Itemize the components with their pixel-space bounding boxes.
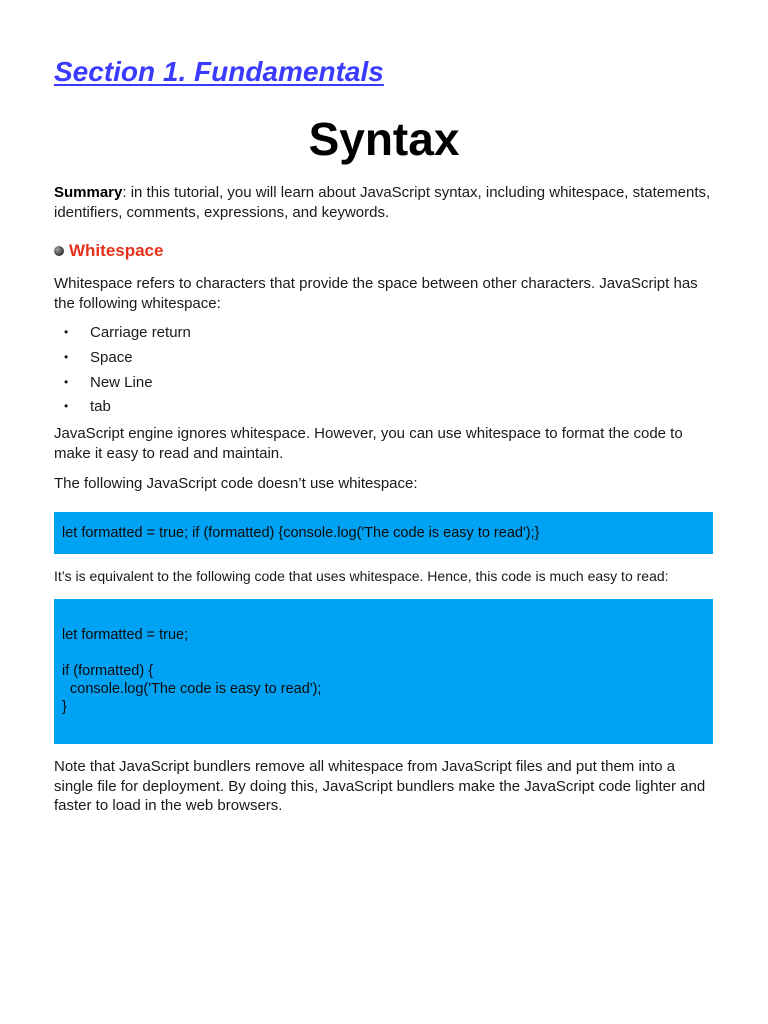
list-item [54,323,191,348]
list-bullet: • [64,374,69,389]
engine-note: JavaScript engine ignores whitespace. However, you can use whitespace to format the code to make it easy to read and maintain. [54,425,683,462]
list-item-text: tab [90,398,111,416]
list-bullet: • [64,399,69,414]
list-item-text: New Line [90,373,153,391]
code-line [62,644,713,662]
list-item-text: Carriage return [90,324,191,341]
code-line: if (formatted) { [62,663,154,679]
list-bullet: • [64,325,69,339]
summary-label: Summary [54,184,123,201]
code-line: } [62,699,67,715]
list-item [54,373,191,398]
code-line: console.log('The code is easy to read'); [62,681,322,697]
equivalent-intro: It’s is equivalent to the following code that uses whitespace. Hence, this code is much easy to read: [54,568,669,584]
list-item [54,397,191,422]
section-link[interactable]: Section 1. Fundamentals [54,56,384,87]
whitespace-intro: Whitespace refers to characters that provide the space between other characters. JavaScript has the following whitespace: [54,275,698,312]
bullet-dot-icon [54,246,64,256]
summary-paragraph [54,183,714,222]
summary-text: : in this tutorial, you will learn about JavaScript syntax, including whitespace, statements, identifiers, comments, expressions, and keywords. [54,184,711,221]
bundler-note: Note that JavaScript bundlers remove all whitespace from JavaScript files and put them into a single file for deployment. By doing this, JavaScript bundlers make the JavaScript code lighter and faster to load in the web browsers. [54,758,706,814]
code-line: let formatted = true; [62,627,189,643]
list-bullet: • [64,349,69,364]
code-block-compact [54,512,713,554]
code-block-formatted [54,599,713,744]
whitespace-heading [54,241,163,261]
code-line: let formatted = true; if (formatted) {console.log('The code is easy to read');} [62,525,540,541]
list-item-text: Space [90,348,133,366]
whitespace-list [54,323,191,422]
whitespace-heading-text: Whitespace [69,241,164,260]
page-title: Syntax [308,113,460,165]
no-whitespace-intro: The following JavaScript code doesn’t use whitespace: [54,475,418,492]
list-item [54,348,191,373]
